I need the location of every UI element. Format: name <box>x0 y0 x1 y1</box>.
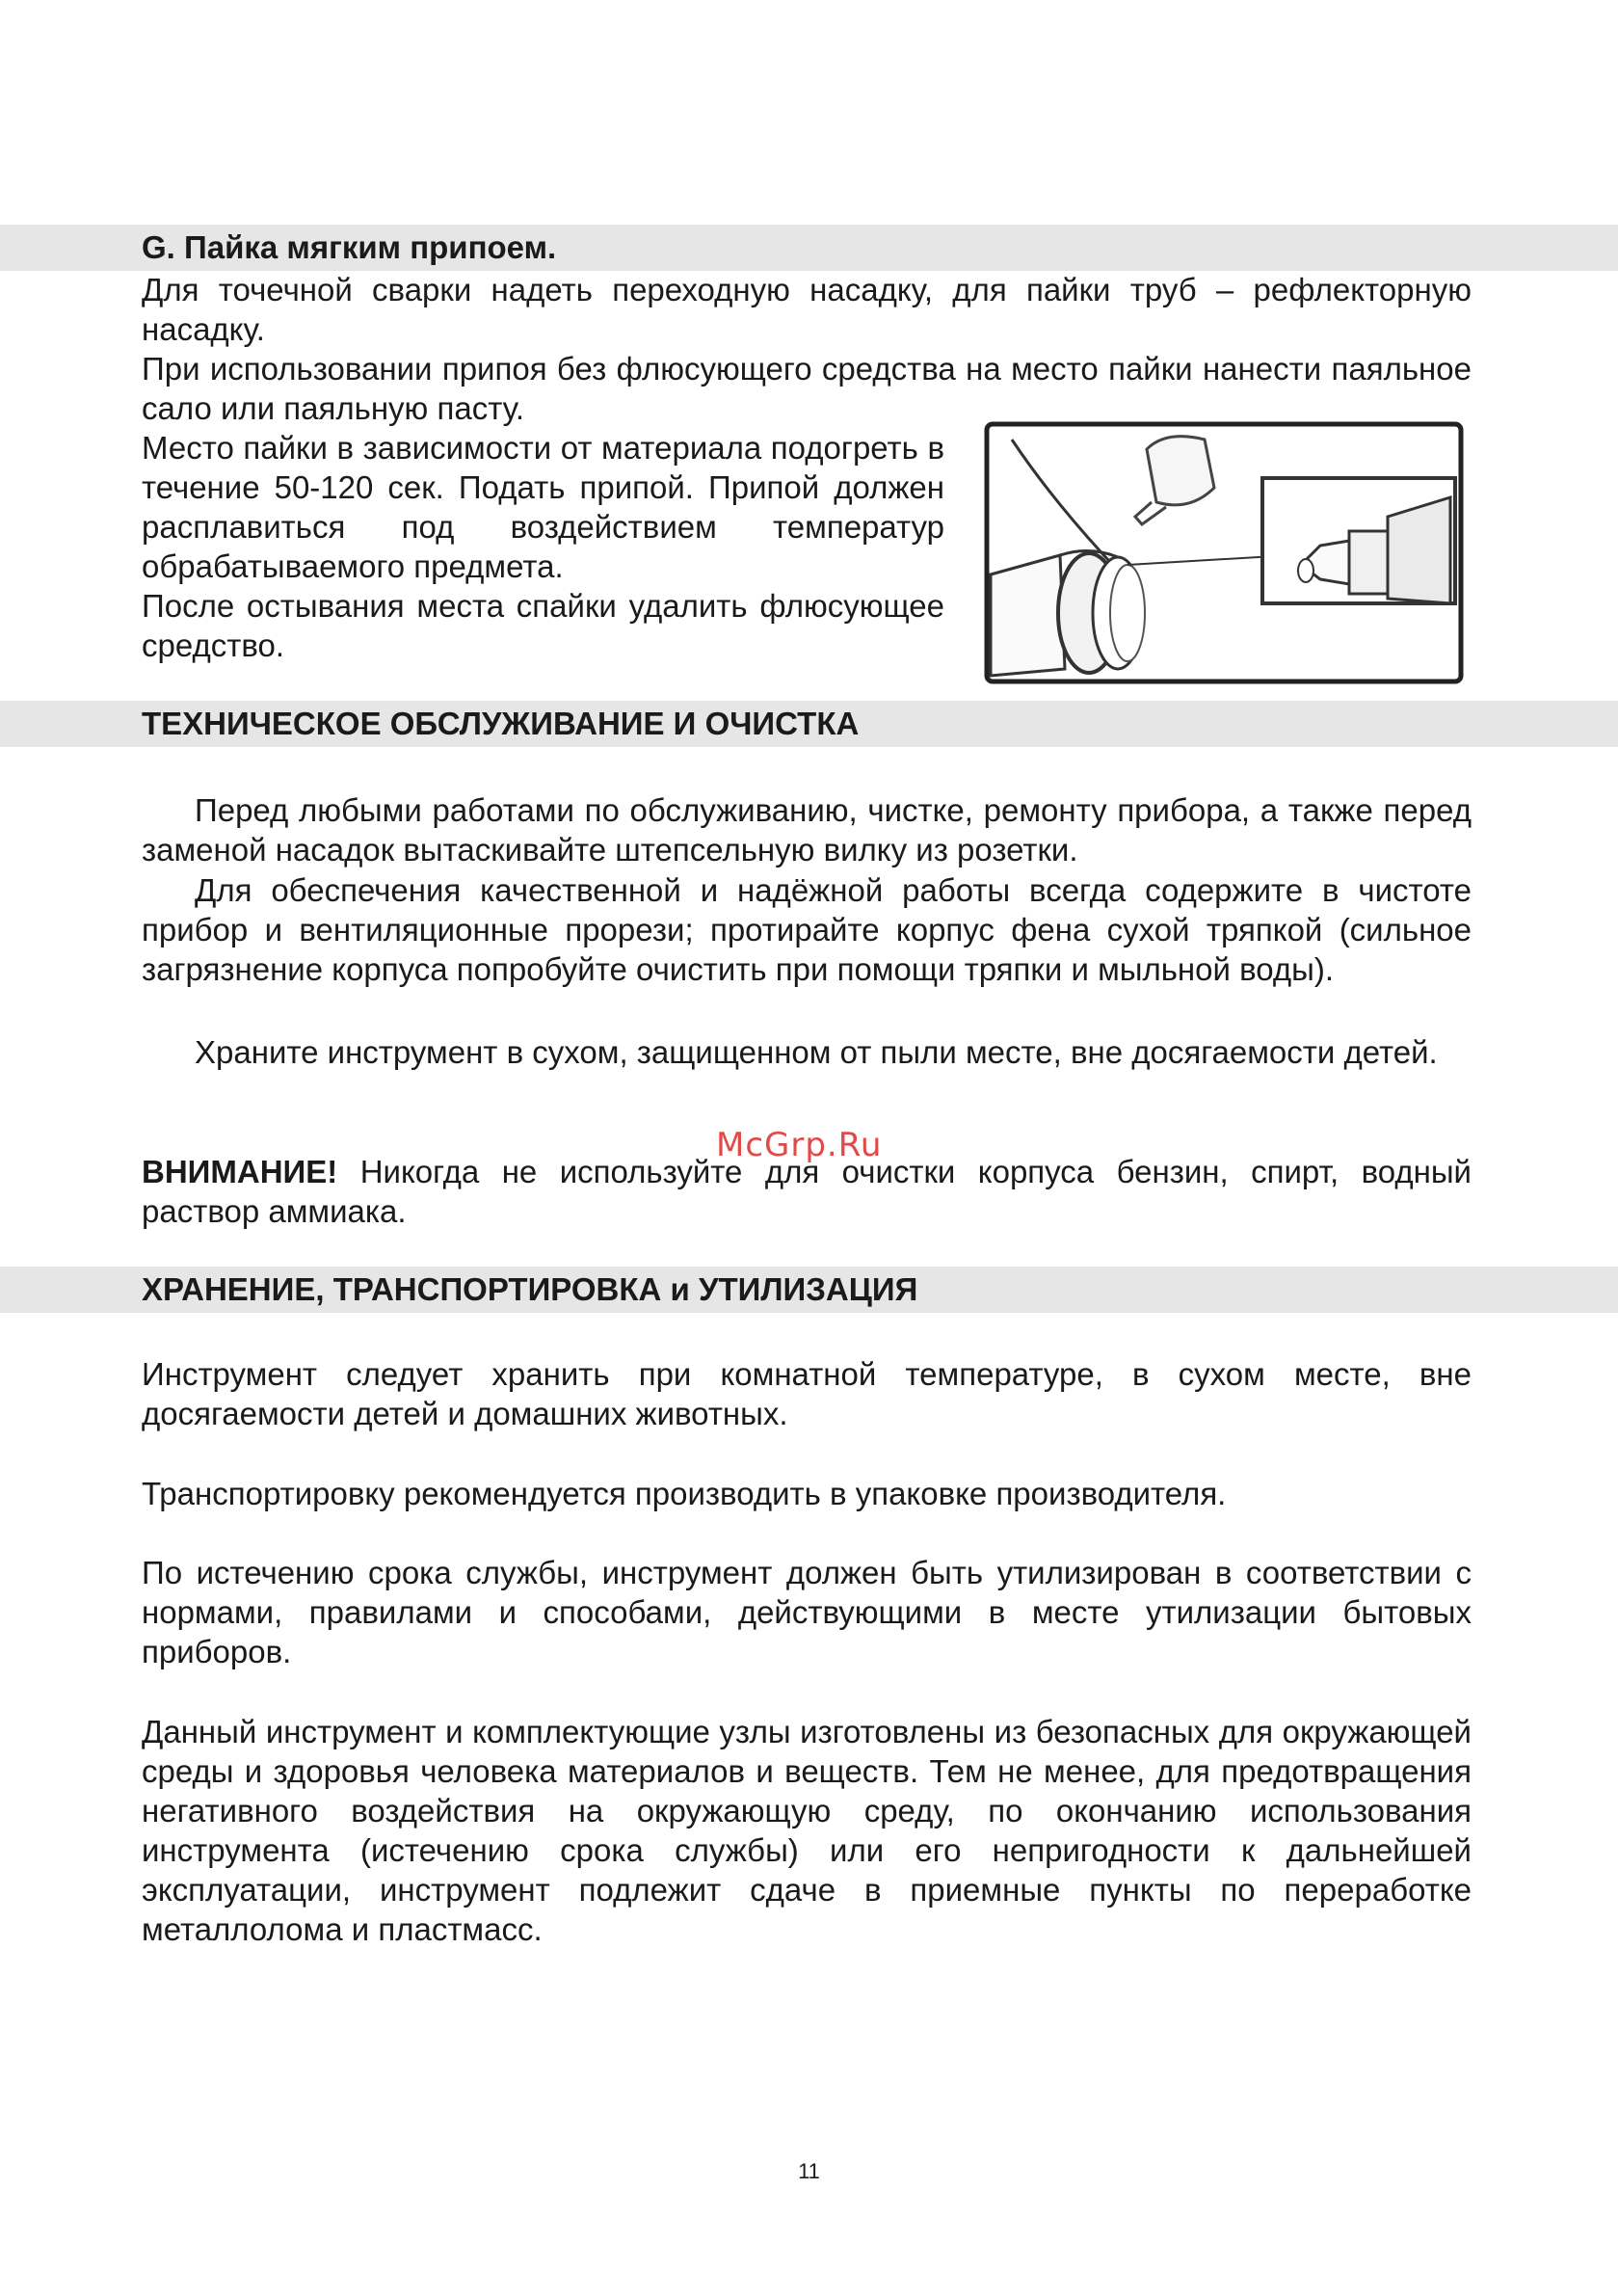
watermark: McGrp.Ru <box>716 1126 883 1164</box>
maintenance-item-3: Храните инструмент в сухом, защищенном от пыли месте, вне досягаемости детей. <box>195 1034 1438 1070</box>
maintenance-warning <box>142 1152 1472 1231</box>
storage-paragraph-3: По истечению срока службы, инструмент должен быть утилизирован в соответствии с нормами, правилами и способами, действующими в месте утилизации бытовых приборов. <box>142 1555 1472 1669</box>
soldering-paragraph-3: Место пайки в зависимости от материала подогреть в течение 50-120 сек. Подать припой. Припой должен расплавиться под воздействием температур обрабатываемого предмета. <box>142 430 944 584</box>
warning-label: ВНИМАНИЕ! <box>142 1154 338 1189</box>
soldering-paragraph-1: Для точечной сварки надеть переходную насадку, для пайки труб – рефлекторную насадку. <box>142 272 1472 347</box>
storage-paragraph-2: Транспортировку рекомендуется производить в упаковке производителя. <box>142 1476 1227 1511</box>
storage-paragraph-4: Данный инструмент и комплектующие узлы изготовлены из безопасных для окружающей среды и здоровья человека материалов и веществ. Тем не менее, для предотвращения негативного воздействия на окружающую среду, по окончанию использования инструмента (истечению срока службы) или его непригодности к дальнейшей эксплуатации, инструмент подлежит сдаче в приемные пункты по переработке металлолома и пластмасс. <box>142 1714 1472 1947</box>
soldering-illustration <box>983 420 1465 685</box>
section-heading-maintenance: ТЕХНИЧЕСКОЕ ОБСЛУЖИВАНИЕ И ОЧИСТКА <box>142 706 860 741</box>
section-heading-soldering: G. Пайка мягким припоем. <box>142 229 557 265</box>
storage-paragraph-1: Инструмент следует хранить при комнатной температуре, в сухом месте, вне досягаемости детей и домашних животных. <box>142 1356 1472 1431</box>
warning-text: Никогда не используйте для очистки корпуса бензин, спирт, водный раствор аммиака. <box>142 1154 1472 1229</box>
soldering-paragraph-2: При использовании припоя без флюсующего средства на место пайки нанести паяльное сало или паяльную пасту. <box>142 351 1472 426</box>
soldering-paragraph-4: После остывания места спайки удалить флюсующее средство. <box>142 588 944 663</box>
maintenance-item-1: Перед любыми работами по обслуживанию, чистке, ремонту прибора, а также перед заменой насадок вытаскивайте штепсельную вилку из розетки. <box>142 792 1472 868</box>
maintenance-item-2: Для обеспечения качественной и надёжной работы всегда содержите в чистоте прибор и вентиляционные прорези; протирайте корпус фена сухой тряпкой (сильное загрязнение корпуса попробуйте очистить при помощи тряпки и мыльной воды). <box>142 872 1472 987</box>
section-heading-storage: ХРАНЕНИЕ, ТРАНСПОРТИРОВКА и УТИЛИЗАЦИЯ <box>142 1271 918 1307</box>
page-number: 11 <box>798 2159 820 2183</box>
